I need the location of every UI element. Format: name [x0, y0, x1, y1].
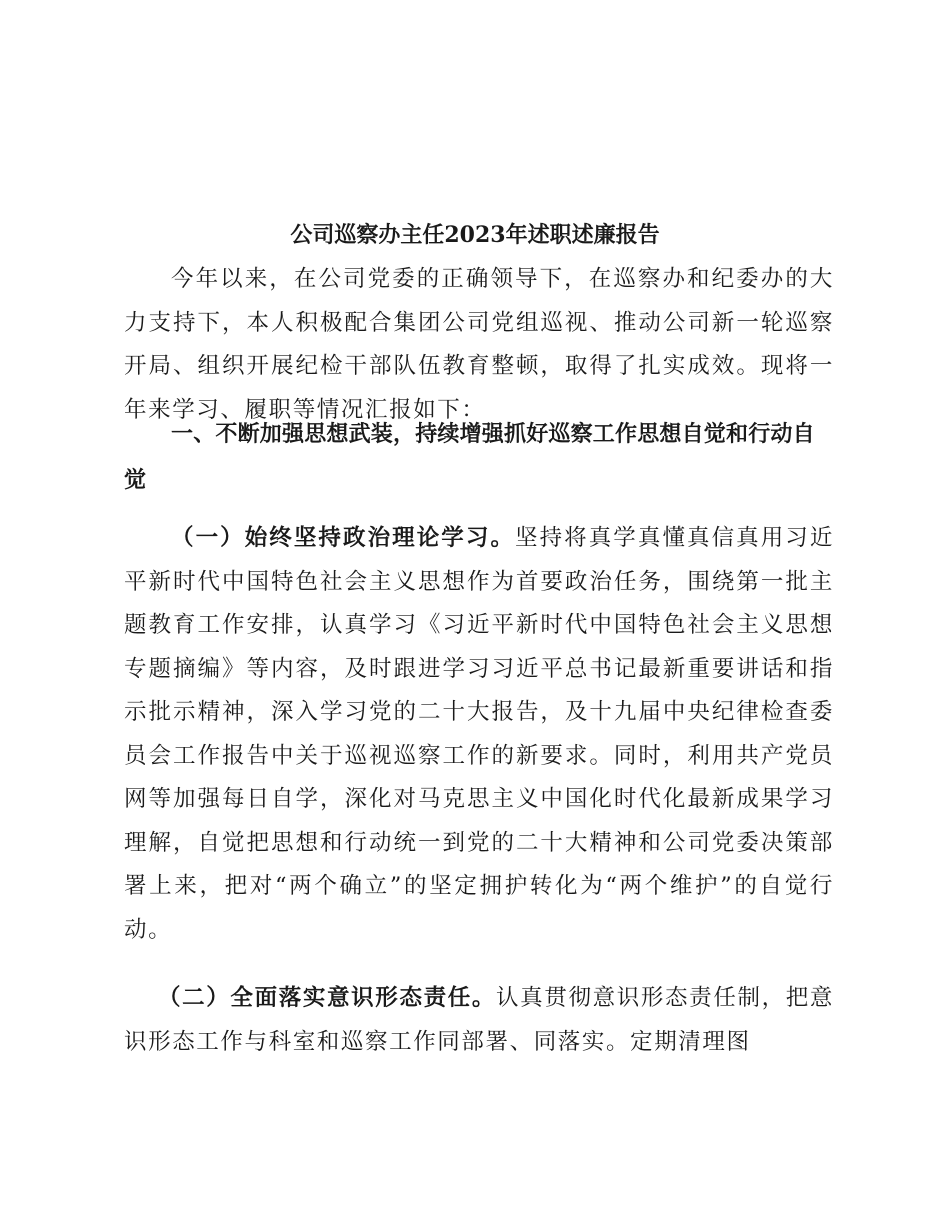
- paragraph-text: 坚持将真学真懂真信真用习近平新时代中国特色社会主义思想作为首要政治任务，围绕第一批主题教育工作安排，认真学习《习近平新时代中国特色社会主义思想专题摘编》等内容，及时跟进学习习近平总书记最新重要讲话和指示批示精神，深入学习党的二十大报告，及十九届中央纪律检查委员会工作报告中关于巡视巡察工作的新要求。同时，利用共产党员网等加强每日自学，深化对马克思主义中国化时代化最新成果学习理解，自觉把思想和行动统一到党的二十大精神和公司党委决策部署上来，把对“两个确立”的坚定拥护转化为“两个维护”的自觉行动。: [124, 525, 834, 943]
- paragraph-lead: （二）全面落实意识形态责任。: [158, 985, 497, 1011]
- paragraph-lead: （一）始终坚持政治理论学习。: [171, 525, 516, 551]
- intro-paragraph: 今年以来，在公司党委的正确领导下，在巡察办和纪委办的大力支持下，本人积极配合集团公司党组巡视、推动公司新一轮巡察开局、组织开展纪检干部队伍教育整顿，取得了扎实成效。现将一年来学习、履职等情况汇报如下：: [124, 266, 834, 423]
- section-heading: 一、不断加强思想武装，持续增强抓好巡察工作思想自觉和行动自觉: [124, 422, 815, 493]
- paragraph-ideology-responsibility: [124, 977, 834, 1064]
- paragraph-political-study: [124, 517, 834, 952]
- paragraph-text: 认真贯彻意识形态责任制，把意识形态工作与科室和巡察工作同部署、同落实。定期清理图: [124, 985, 835, 1055]
- document-title: 公司巡察办主任2023年述职述廉报告: [290, 222, 660, 248]
